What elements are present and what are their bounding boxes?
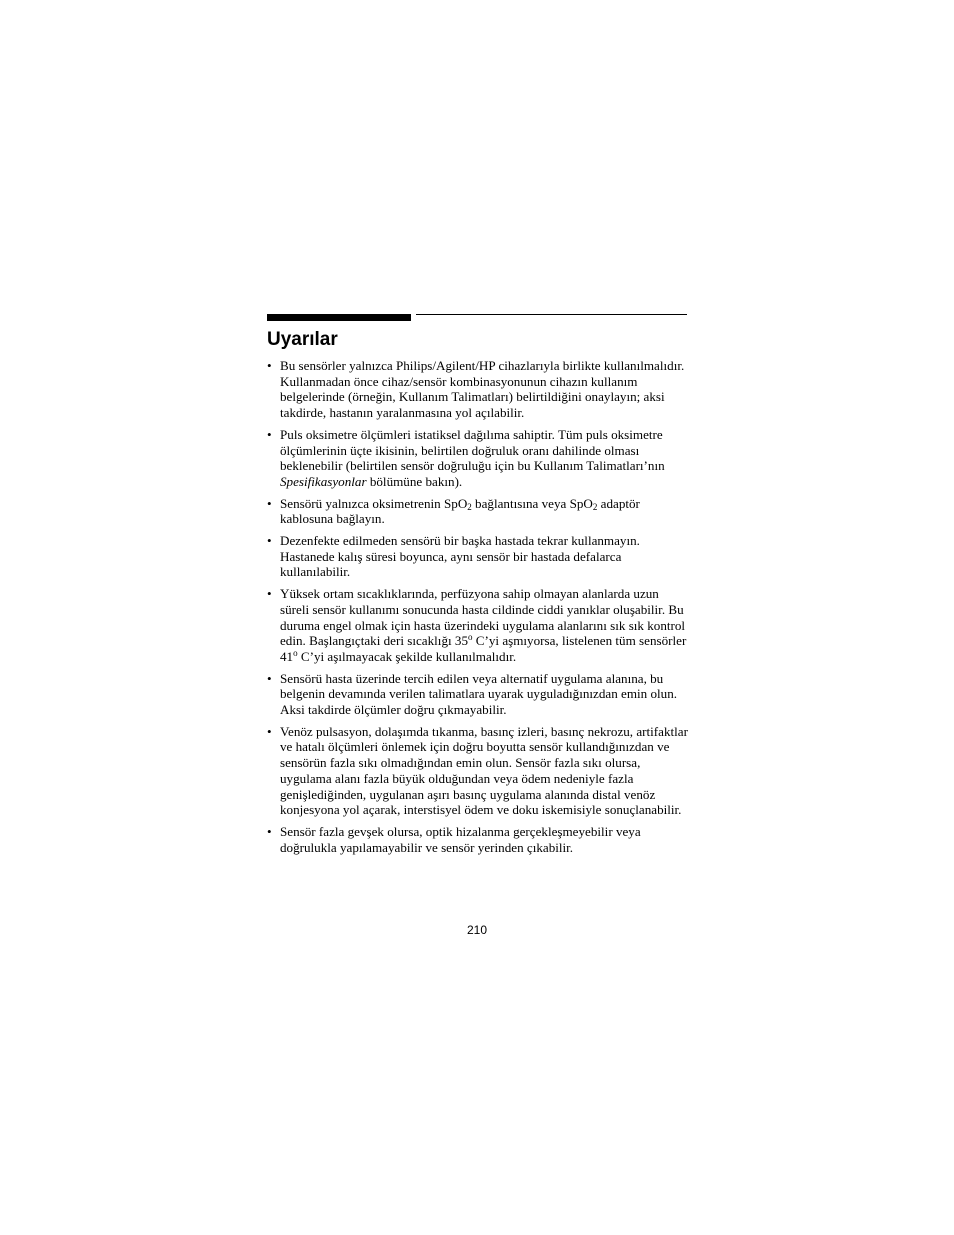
superscript: o [468, 632, 473, 643]
superscript: o [293, 647, 298, 658]
bullet: • [267, 358, 272, 373]
section-rule-thick [267, 314, 411, 321]
bullet: • [267, 533, 272, 549]
bullet: • [267, 670, 272, 686]
warning-text: Sensörü yalnızca oksimetrenin SpO$_2$ bağlantısına veya SpO$_2$ adaptör kablosuna bağlayın. [280, 495, 640, 527]
bullet: • [267, 495, 272, 511]
warning-text: Sensörü hasta üzerinde tercih edilen veya alternatif uygulama alanına, bu belgenin devamında verilen talimatlara uyarak uyguladığınızdan emin olun. Aksi takdirde ölçümler doğru çıkmayabilir. [280, 670, 678, 718]
page-number: 210 [466, 923, 488, 937]
subscript: 2 [467, 501, 472, 512]
list-item [267, 586, 689, 665]
list-item [267, 358, 689, 421]
section-title: Uyarılar [267, 329, 338, 350]
list-item [267, 496, 689, 527]
subscript: 2 [592, 501, 598, 512]
warning-text: Venöz pulsasyon, dolaşımda tıkanma, basınç izleri, basınç nekrozu, artifaktlar ve hatalı ölçümleri önlemek için doğru boyutta sensör kullandığınızdan ve sensörün fazla sıkı olmadığından emin olun. Sensör fazla sıkı olursa, uygulama alanı fazla büyük olduğundan veya ödem nedeniyle fazla genişlediğinden, uygulanan aşırı basınç uygulama alanında distal venöz konjesyona yol açarak, interstisyel ödem ve doku iskemisiyle sonuçlanabilir. [280, 723, 688, 818]
list-item [267, 533, 689, 580]
list-item [267, 671, 689, 718]
warning-text: Puls oksimetre ölçümleri istatiksel dağılıma sahiptir. Tüm puls oksimetre ölçümlerinin üçte ikisinin, belirtilen doğruluk oranı dahilinde olması beklenebilir (belirtilen sensör doğruluğu için bu Kullanım Talimatları’nın Spesifikasyonlar bölümüne bakın). [280, 426, 665, 489]
list-item [267, 824, 689, 855]
bullet: • [267, 586, 272, 602]
bullet: • [267, 723, 272, 739]
warning-text: Bu sensörler yalnızca Philips/Agilent/HP cihazlarıyla birlikte kullanılmalıdır. Kullanmadan önce cihaz/sensör kombinasyonunun cihazın kullanım belgelerinde (örneğin, Kullanım Talimatları) belirtildiğini onaylayın; aksi takdirde, hastanın yaralanmasına yol açılabilir. [280, 358, 685, 421]
section-rule-thin [416, 314, 687, 315]
list-item [267, 724, 689, 818]
warning-text: Dezenfekte edilmeden sensörü bir başka hastada tekrar kullanmayın. Hastanede kalış süresi boyunca, aynı sensör bir hastada defalarca kullanılabilir. [280, 533, 640, 580]
bullet: • [267, 426, 272, 442]
warning-text: Sensör fazla gevşek olursa, optik hizalanma gerçekleşmeyebilir veya doğrulukla yapılamayabilir ve sensör yerinden çıkabilir. [280, 823, 641, 855]
list-item [267, 427, 689, 490]
warnings-list [267, 358, 689, 861]
warning-text: Yüksek ortam sıcaklıklarında, perfüzyona sahip olmayan alanlarda uzun süreli sensör kullanımı sonucunda hasta cildinde ciddi yanıklar oluşabilir. Bu duruma engel olmak için hasta üzerindeki uygulama alanlarını sık sık kontrol edin. Başlangıçtaki deri sıcaklığı 35$^o$ C’yi aşmıyorsa, listelenen tüm sensörler 41$^o$ C’yi aşılmayacak şekilde kullanılmalıdır. [280, 586, 687, 664]
bullet: • [267, 823, 272, 839]
emphasis-text: Spesifikasyonlar [280, 473, 367, 489]
